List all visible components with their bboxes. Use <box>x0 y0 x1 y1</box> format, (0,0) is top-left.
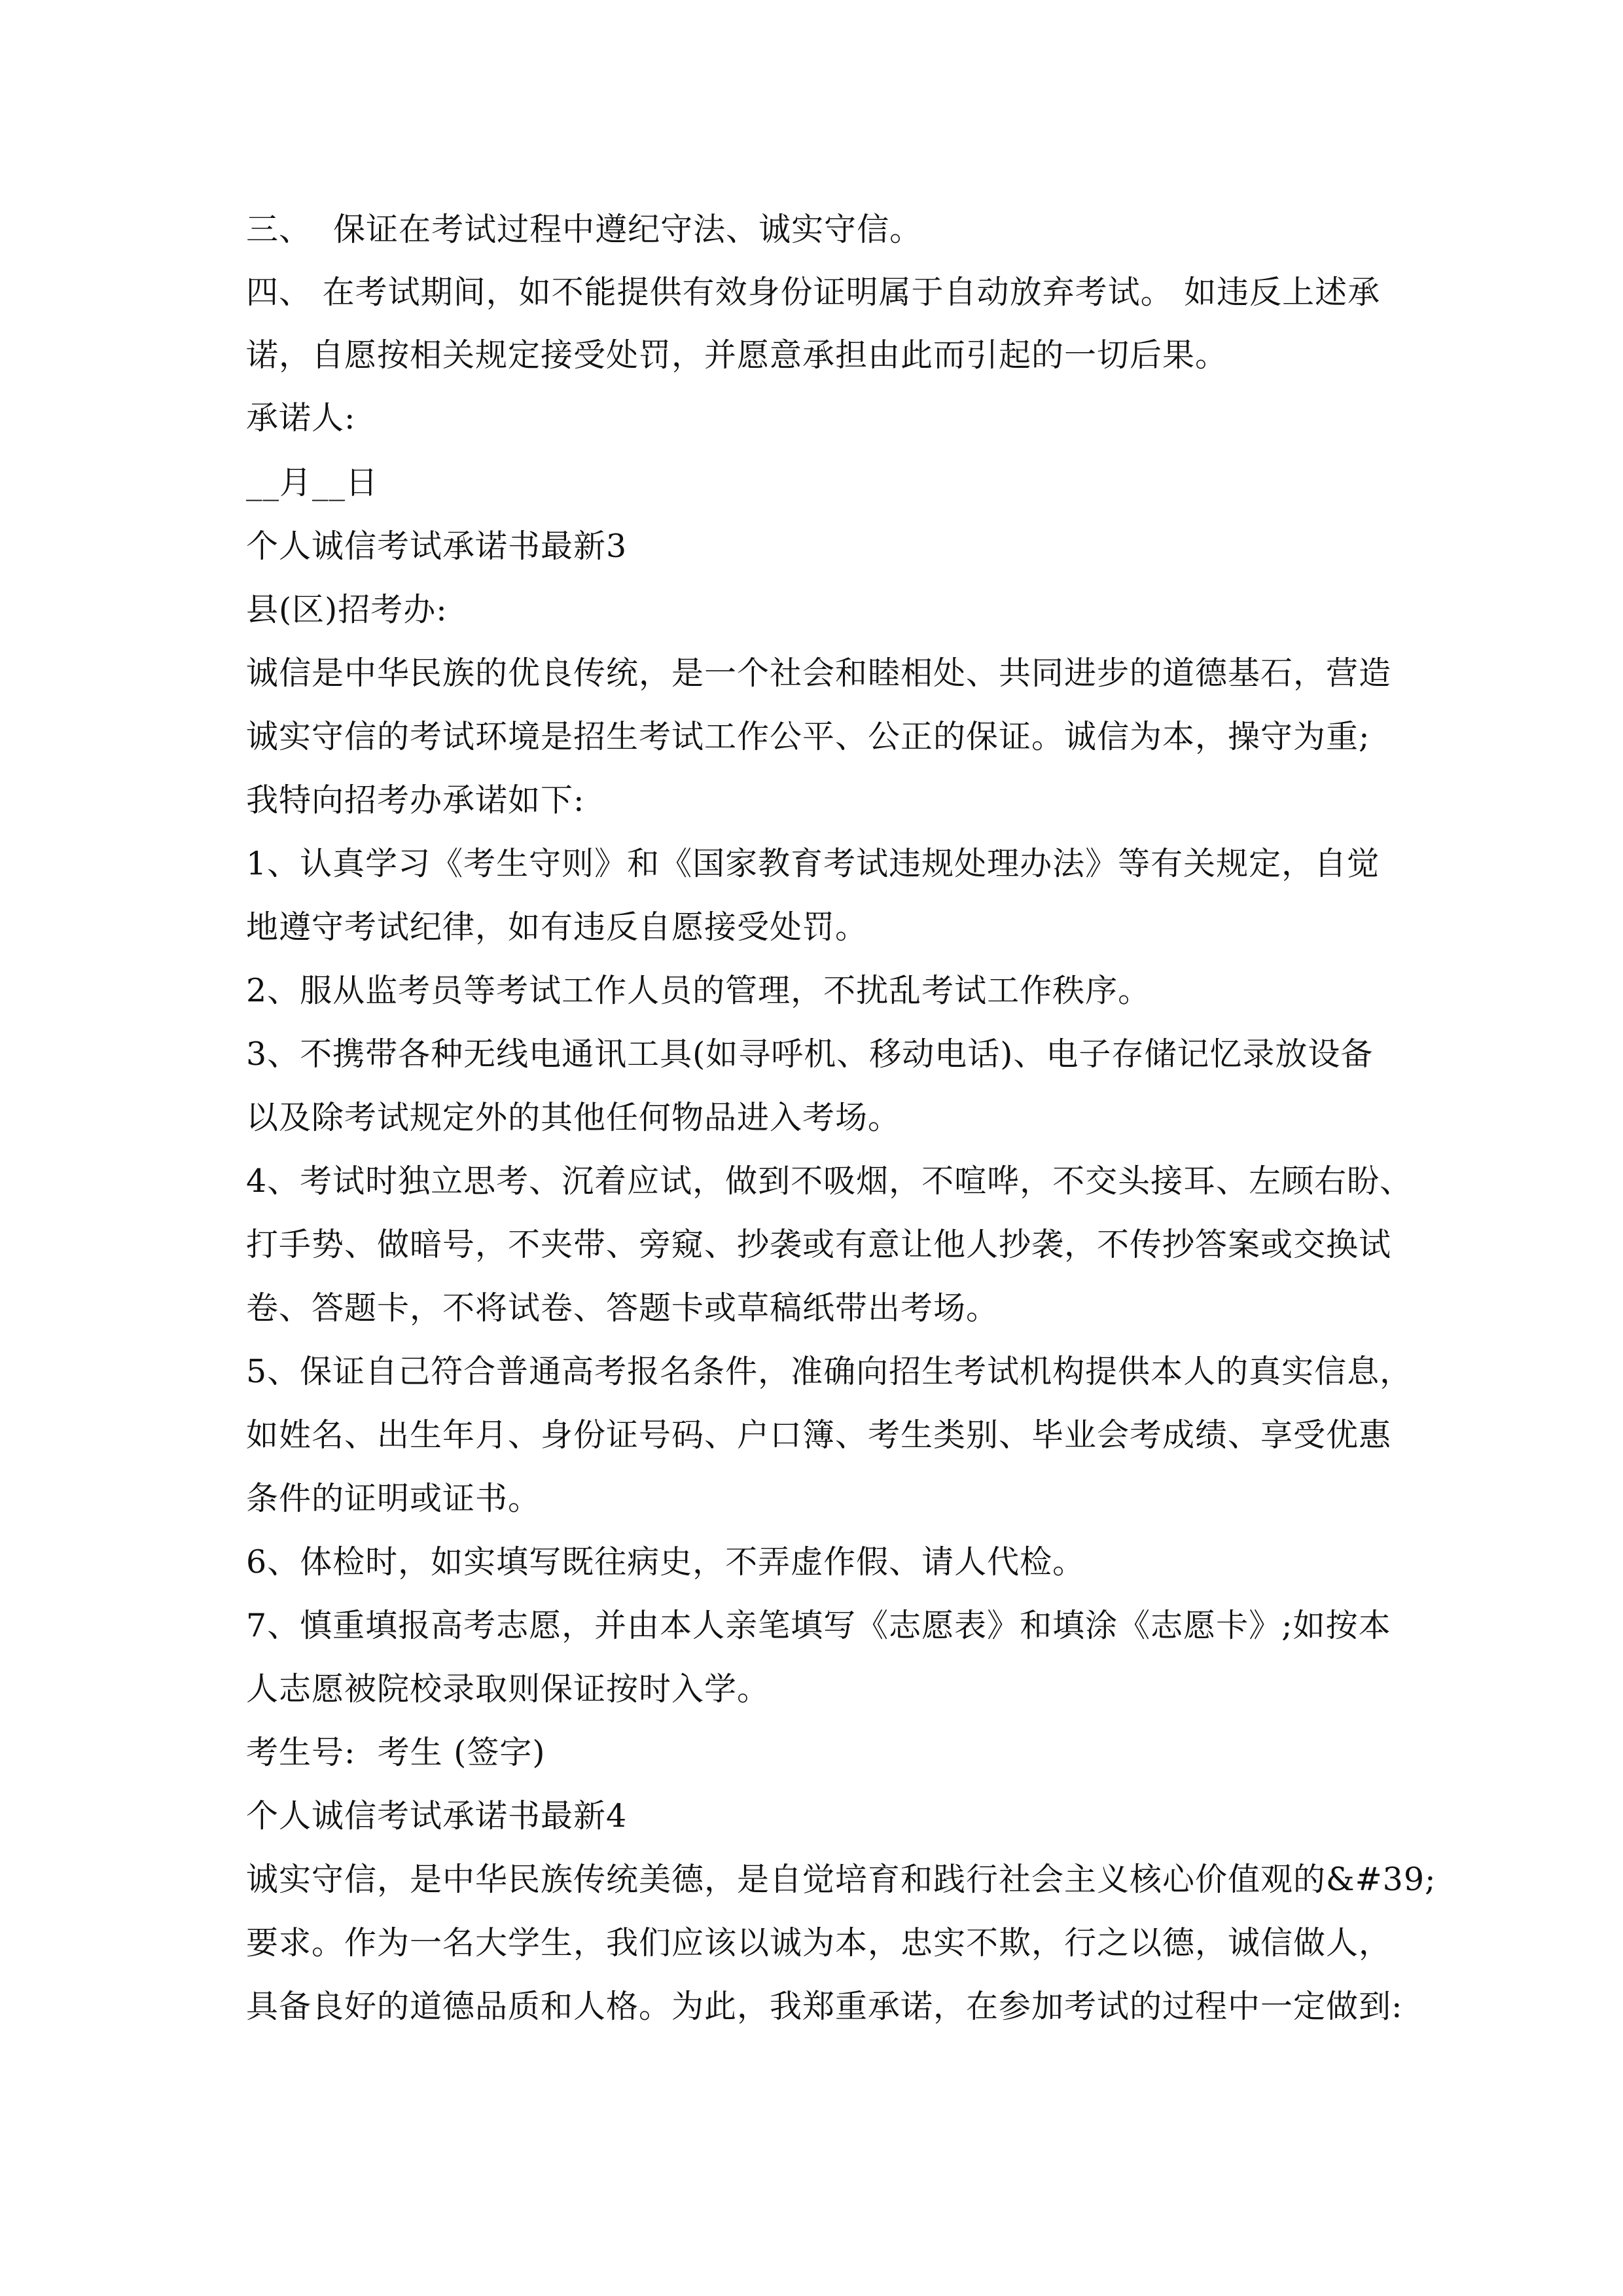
text-line: 诺，自愿按相关规定接受处罚，并愿意承担由此而引起的一切后果。 <box>246 336 1228 374</box>
text-line: 5、保证自己符合普通高考报名条件，准确向招生考试机构提供本人的真实信息， <box>246 1353 1413 1390</box>
text-line: 1、认真学习《考生守则》和《国家教育考试违规处理办法》等有关规定，自觉 <box>246 845 1380 882</box>
text-line: 2、服从监考员等考试工作人员的管理，不扰乱考试工作秩序。 <box>246 972 1151 1009</box>
text-line: 人志愿被院校录取则保证按时入学。 <box>246 1670 770 1708</box>
text-line: 卷、答题卡，不将试卷、答题卡或草稿纸带出考场。 <box>246 1289 999 1327</box>
text-line: 条件的证明或证书。 <box>246 1480 541 1517</box>
text-line: 具备良好的道德品质和人格。为此，我郑重承诺，在参加考试的过程中一定做到: <box>246 1988 1403 2025</box>
text-line: 地遵守考试纪律，如有违反自愿接受处罚。 <box>246 908 868 946</box>
date-line: __月__日 <box>246 464 379 501</box>
text-line: 诚实守信，是中华民族传统美德，是自觉培育和践行社会主义核心价值观的&#39; <box>246 1861 1436 1898</box>
addressee: 县(区)招考办: <box>246 591 448 628</box>
signature-line: 考生号: 考生 (签字) <box>246 1734 546 1771</box>
signer-label: 承诺人: <box>246 399 356 437</box>
section-title: 个人诚信考试承诺书最新4 <box>246 1797 628 1835</box>
text-line: 打手势、做暗号，不夹带、旁窥、抄袭或有意让他人抄袭，不传抄答案或交换试 <box>246 1226 1392 1263</box>
text-line: 诚信是中华民族的优良传统，是一个社会和睦相处、共同进步的道德基石，营造 <box>246 655 1392 692</box>
text-line: 三、 保证在考试过程中遵纪守法、诚实守信。 <box>246 211 923 248</box>
text-line: 如姓名、出生年月、身份证号码、户口簿、考生类别、毕业会考成绩、享受优惠 <box>246 1416 1392 1454</box>
text-line: 诚实守信的考试环境是招生考试工作公平、公正的保证。诚信为本，操守为重; <box>246 718 1370 755</box>
text-line: 6、体检时，如实填写既往病史，不弄虚作假、请人代检。 <box>246 1543 1086 1581</box>
text-line: 四、 在考试期间，如不能提供有效身份证明属于自动放弃考试。 如违反上述承 <box>246 274 1381 311</box>
text-line: 4、考试时独立思考、沉着应试，做到不吸烟，不喧哗，不交头接耳、左顾右盼、 <box>246 1162 1413 1200</box>
text-line: 我特向招考办承诺如下: <box>246 781 585 819</box>
section-title: 个人诚信考试承诺书最新3 <box>246 528 628 565</box>
text-line: 7、慎重填报高考志愿，并由本人亲笔填写《志愿表》和填涂《志愿卡》;如按本 <box>246 1607 1391 1644</box>
text-line: 以及除考试规定外的其他任何物品进入考场。 <box>246 1099 901 1136</box>
text-line: 3、不携带各种无线电通讯工具(如寻呼机、移动电话)、电子存储记忆录放设备 <box>246 1035 1374 1073</box>
text-line: 要求。作为一名大学生，我们应该以诚为本，忠实不欺，行之以德，诚信做人， <box>246 1924 1392 1962</box>
